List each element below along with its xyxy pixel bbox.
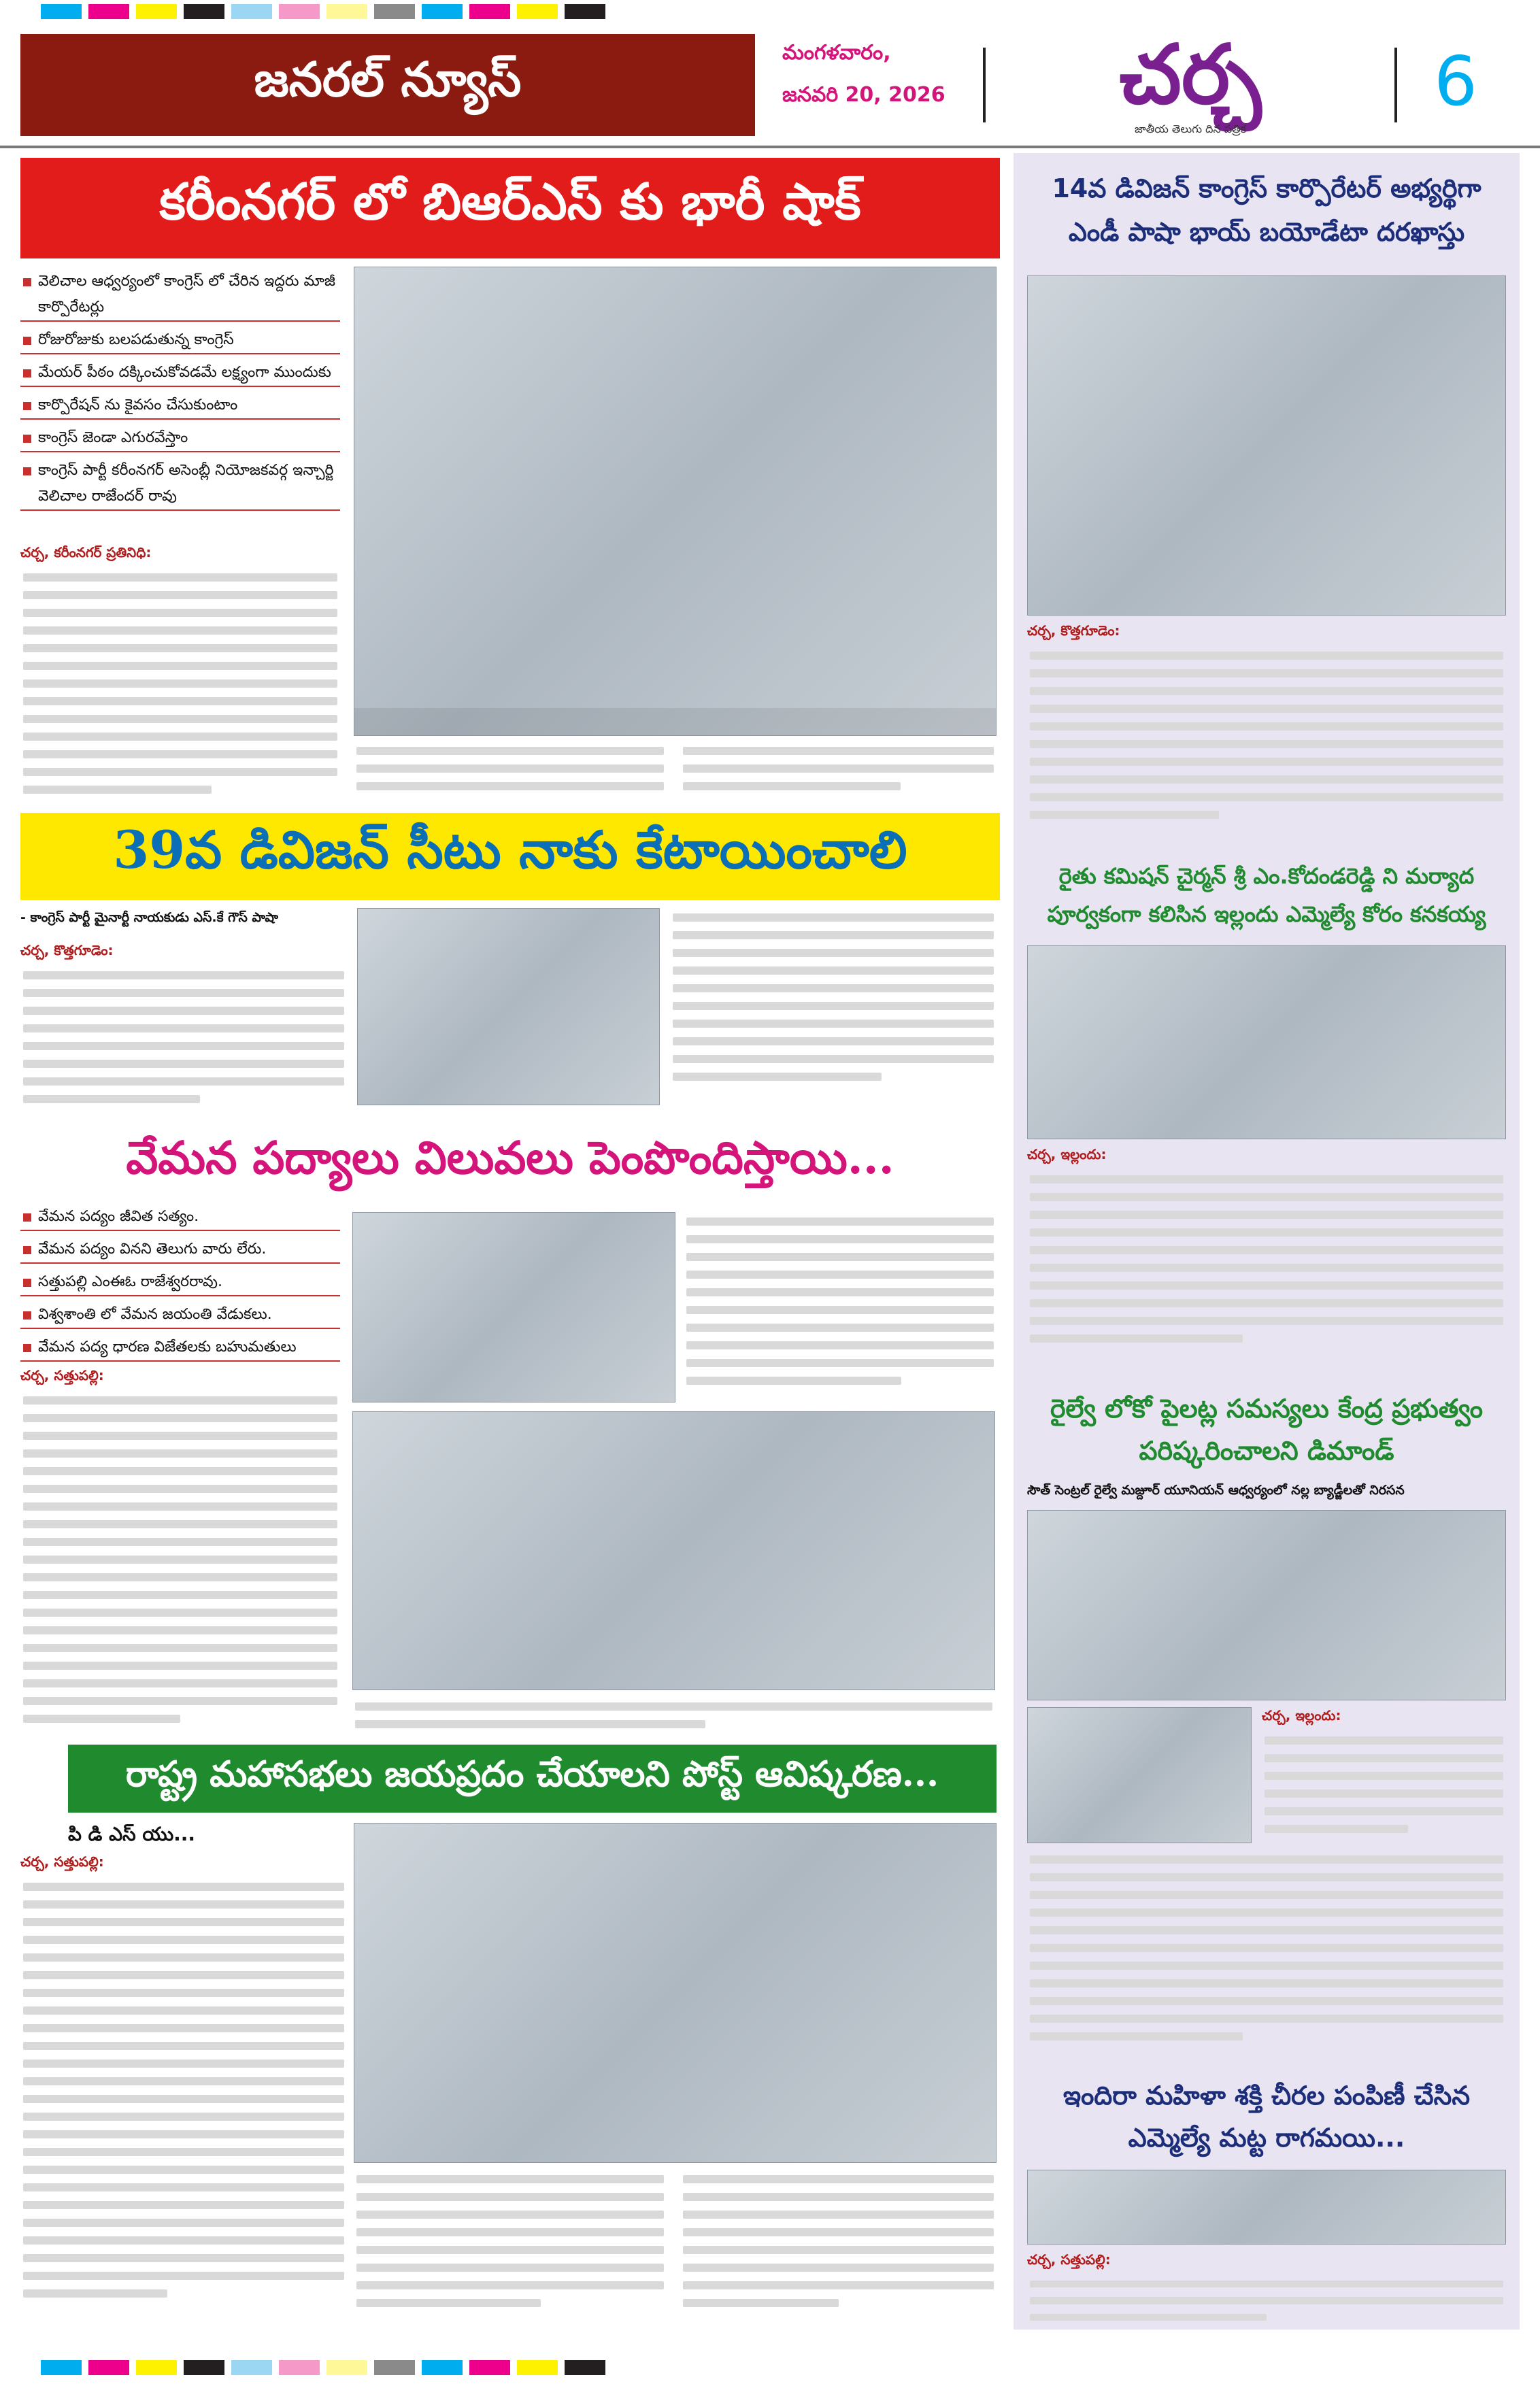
story1-headline-box	[20, 158, 1000, 258]
right3-headline: రైల్వే లోకో పైలట్ల సమస్యలు కేంద్ర ప్రభుత్వం పరిష్కరించాలని డిమాండ్	[1050, 1394, 1483, 1466]
list-item: మేయర్ పీఠం దక్కించుకోవడమే లక్ష్యంగా ముందుకు	[20, 360, 340, 387]
list-item: వెలిచాల ఆధ్వర్యంలో కాంగ్రెస్ లో చేరిన ఇద్దరు మాజీ కార్పొరేటర్లు	[20, 269, 340, 322]
story3-body-col2	[684, 1212, 997, 1402]
date-block	[782, 41, 973, 129]
story2-headline-box	[20, 813, 1000, 900]
section-title: జనరల్ న్యూస్	[254, 51, 522, 107]
list-item: రోజురోజుకు బలపడుతున్న కాంగ్రెస్	[20, 327, 340, 354]
story4-headline-box	[68, 1745, 997, 1813]
story1-body-col1	[20, 568, 340, 803]
story4-headline: రాష్ట్ర మహాసభలు జయప్రదం చేయాలని పోస్ట్ ఆవిష్కరణ...	[125, 1753, 939, 1795]
story2-byline: చర్చ, కొత్తగూడెం:	[20, 942, 114, 958]
right2-body	[1027, 1170, 1506, 1381]
masthead-rule	[0, 146, 1540, 148]
story1-headline: కరీంనగర్ లో బిఆర్ఎస్ కు భారీ షాక్	[159, 173, 861, 231]
right3-body	[1027, 1850, 1506, 2068]
page-number: 6	[1434, 41, 1477, 121]
story4-body-col1	[20, 1877, 347, 2319]
right3-photo-top	[1027, 1510, 1506, 1700]
right1-headline: 14వ డివిజన్ కాంగ్రెస్ కార్పొరేటర్ అభ్యర్థిగా ఎండీ పాషా భాయ్ బయోడేటా దరఖాస్తు	[1052, 173, 1482, 247]
story4-byline: చర్చ, సత్తుపల్లి:	[20, 1853, 104, 1870]
list-item: వేమన పద్య ధారణ విజేతలకు బహుమతులు	[20, 1334, 340, 1362]
right4-body	[1027, 2275, 1506, 2326]
registration-strip-top	[0, 4, 1540, 19]
story1-byline: చర్చ, కరీంనగర్ ప్రతినిధి:	[20, 544, 152, 560]
paper-tagline: జాతీయ తెలుగు దిన పత్రిక	[1134, 122, 1247, 135]
story3-caption	[352, 1697, 995, 1738]
right1-byline: చర్చ, కొత్తగూడెం:	[1027, 622, 1120, 639]
list-item: వేమన పద్యం వినని తెలుగు వారు లేరు.	[20, 1237, 340, 1264]
story2-photo	[357, 908, 660, 1105]
right3-body-side	[1262, 1731, 1506, 1847]
story4-photo	[354, 1823, 997, 2163]
list-item: విశ్వశాంతి లో వేమన జయంతి వేడుకలు.	[20, 1302, 340, 1329]
paper-logo	[1082, 27, 1299, 143]
right3-byline: చర్చ, ఇల్లందు:	[1262, 1707, 1341, 1724]
story3-headline: వేమన పద్యాలు విలువలు పెంపొందిస్తాయి...	[126, 1131, 894, 1184]
right4-byline: చర్చ, సత్తుపల్లి:	[1027, 2251, 1111, 2268]
story4-body-col3	[680, 2170, 997, 2319]
right1-body	[1027, 646, 1506, 850]
story1-body-col2	[354, 741, 667, 806]
story3-body-col1	[20, 1391, 340, 1738]
list-item: కాంగ్రెస్ జెండా ఎగురవేస్తాం	[20, 425, 340, 452]
list-item: కాంగ్రెస్ పార్టీ కరీంనగర్ అసెంబ్లీ నియోజకవర్గ ఇన్చార్జి వెలిచాల రాజేందర్ రావు	[20, 458, 340, 511]
story2-body-col2	[670, 908, 997, 1112]
right3-kicker: సౌత్ సెంట్రల్ రైల్వే మజ్దూర్ యూనియన్ ఆధ్వర్యంలో నల్ల బ్యాడ్జీలతో నిరసన	[1027, 1483, 1405, 1498]
story1-bullets	[20, 269, 340, 541]
story3-photo-bottom	[352, 1411, 995, 1690]
divider-1	[983, 48, 986, 122]
date-label: జనవరి 20, 2026	[782, 83, 945, 107]
story4-kicker: పి డి ఎస్ యు...	[68, 1823, 196, 1845]
right-panel	[1014, 153, 1520, 2330]
list-item: వేమన పద్యం జీవిత సత్యం.	[20, 1204, 340, 1231]
story3-headline-box	[20, 1122, 1000, 1204]
day-label: మంగళవారం,	[782, 41, 891, 65]
masthead	[20, 27, 1520, 143]
list-item: కార్పొరేషన్ ను కైవసం చేసుకుంటాం	[20, 392, 340, 420]
divider-2	[1394, 48, 1397, 122]
story1-photo	[354, 267, 997, 736]
story4-body-col2	[354, 2170, 667, 2319]
story1-body-col3	[680, 741, 997, 806]
right2-byline: చర్చ, ఇల్లందు:	[1027, 1146, 1107, 1162]
right3-photo-bottom	[1027, 1707, 1252, 1843]
right4-photo	[1027, 2170, 1506, 2245]
right2-photo	[1027, 945, 1506, 1139]
story2-headline: 39వ డివిజన్ సీటు నాకు కేటాయించాలి	[113, 820, 907, 880]
story2-kicker: - కాంగ్రెస్ పార్టీ మైనార్టీ నాయకుడు ఎస్.కే గౌస్ పాషా	[20, 910, 278, 925]
right1-photo	[1027, 275, 1506, 616]
story3-photo-top	[352, 1212, 675, 1402]
story3-byline: చర్చ, సత్తుపల్లి:	[20, 1367, 104, 1383]
registration-strip-bottom	[0, 2360, 1540, 2375]
section-title-box	[20, 34, 755, 136]
story3-bullets	[20, 1204, 340, 1360]
right2-headline: రైతు కమిషన్ చైర్మన్ శ్రీ ఎం.కోదండరెడ్డి ని మర్యాద పూర్వకంగా కలిసిన ఇల్లందు ఎమ్మెల్యే కోరం కనకయ్య	[1047, 863, 1486, 927]
story2-body-col1	[20, 966, 347, 1115]
right4-headline: ఇందిరా మహిళా శక్తి చీరల పంపిణీ చేసిన ఎమ్మెల్యే మట్ట రాగమయి...	[1062, 2081, 1471, 2153]
paper-name: చర్చ	[1119, 27, 1262, 122]
list-item: సత్తుపల్లి ఎంఈఓ రాజేశ్వరరావు.	[20, 1269, 340, 1296]
